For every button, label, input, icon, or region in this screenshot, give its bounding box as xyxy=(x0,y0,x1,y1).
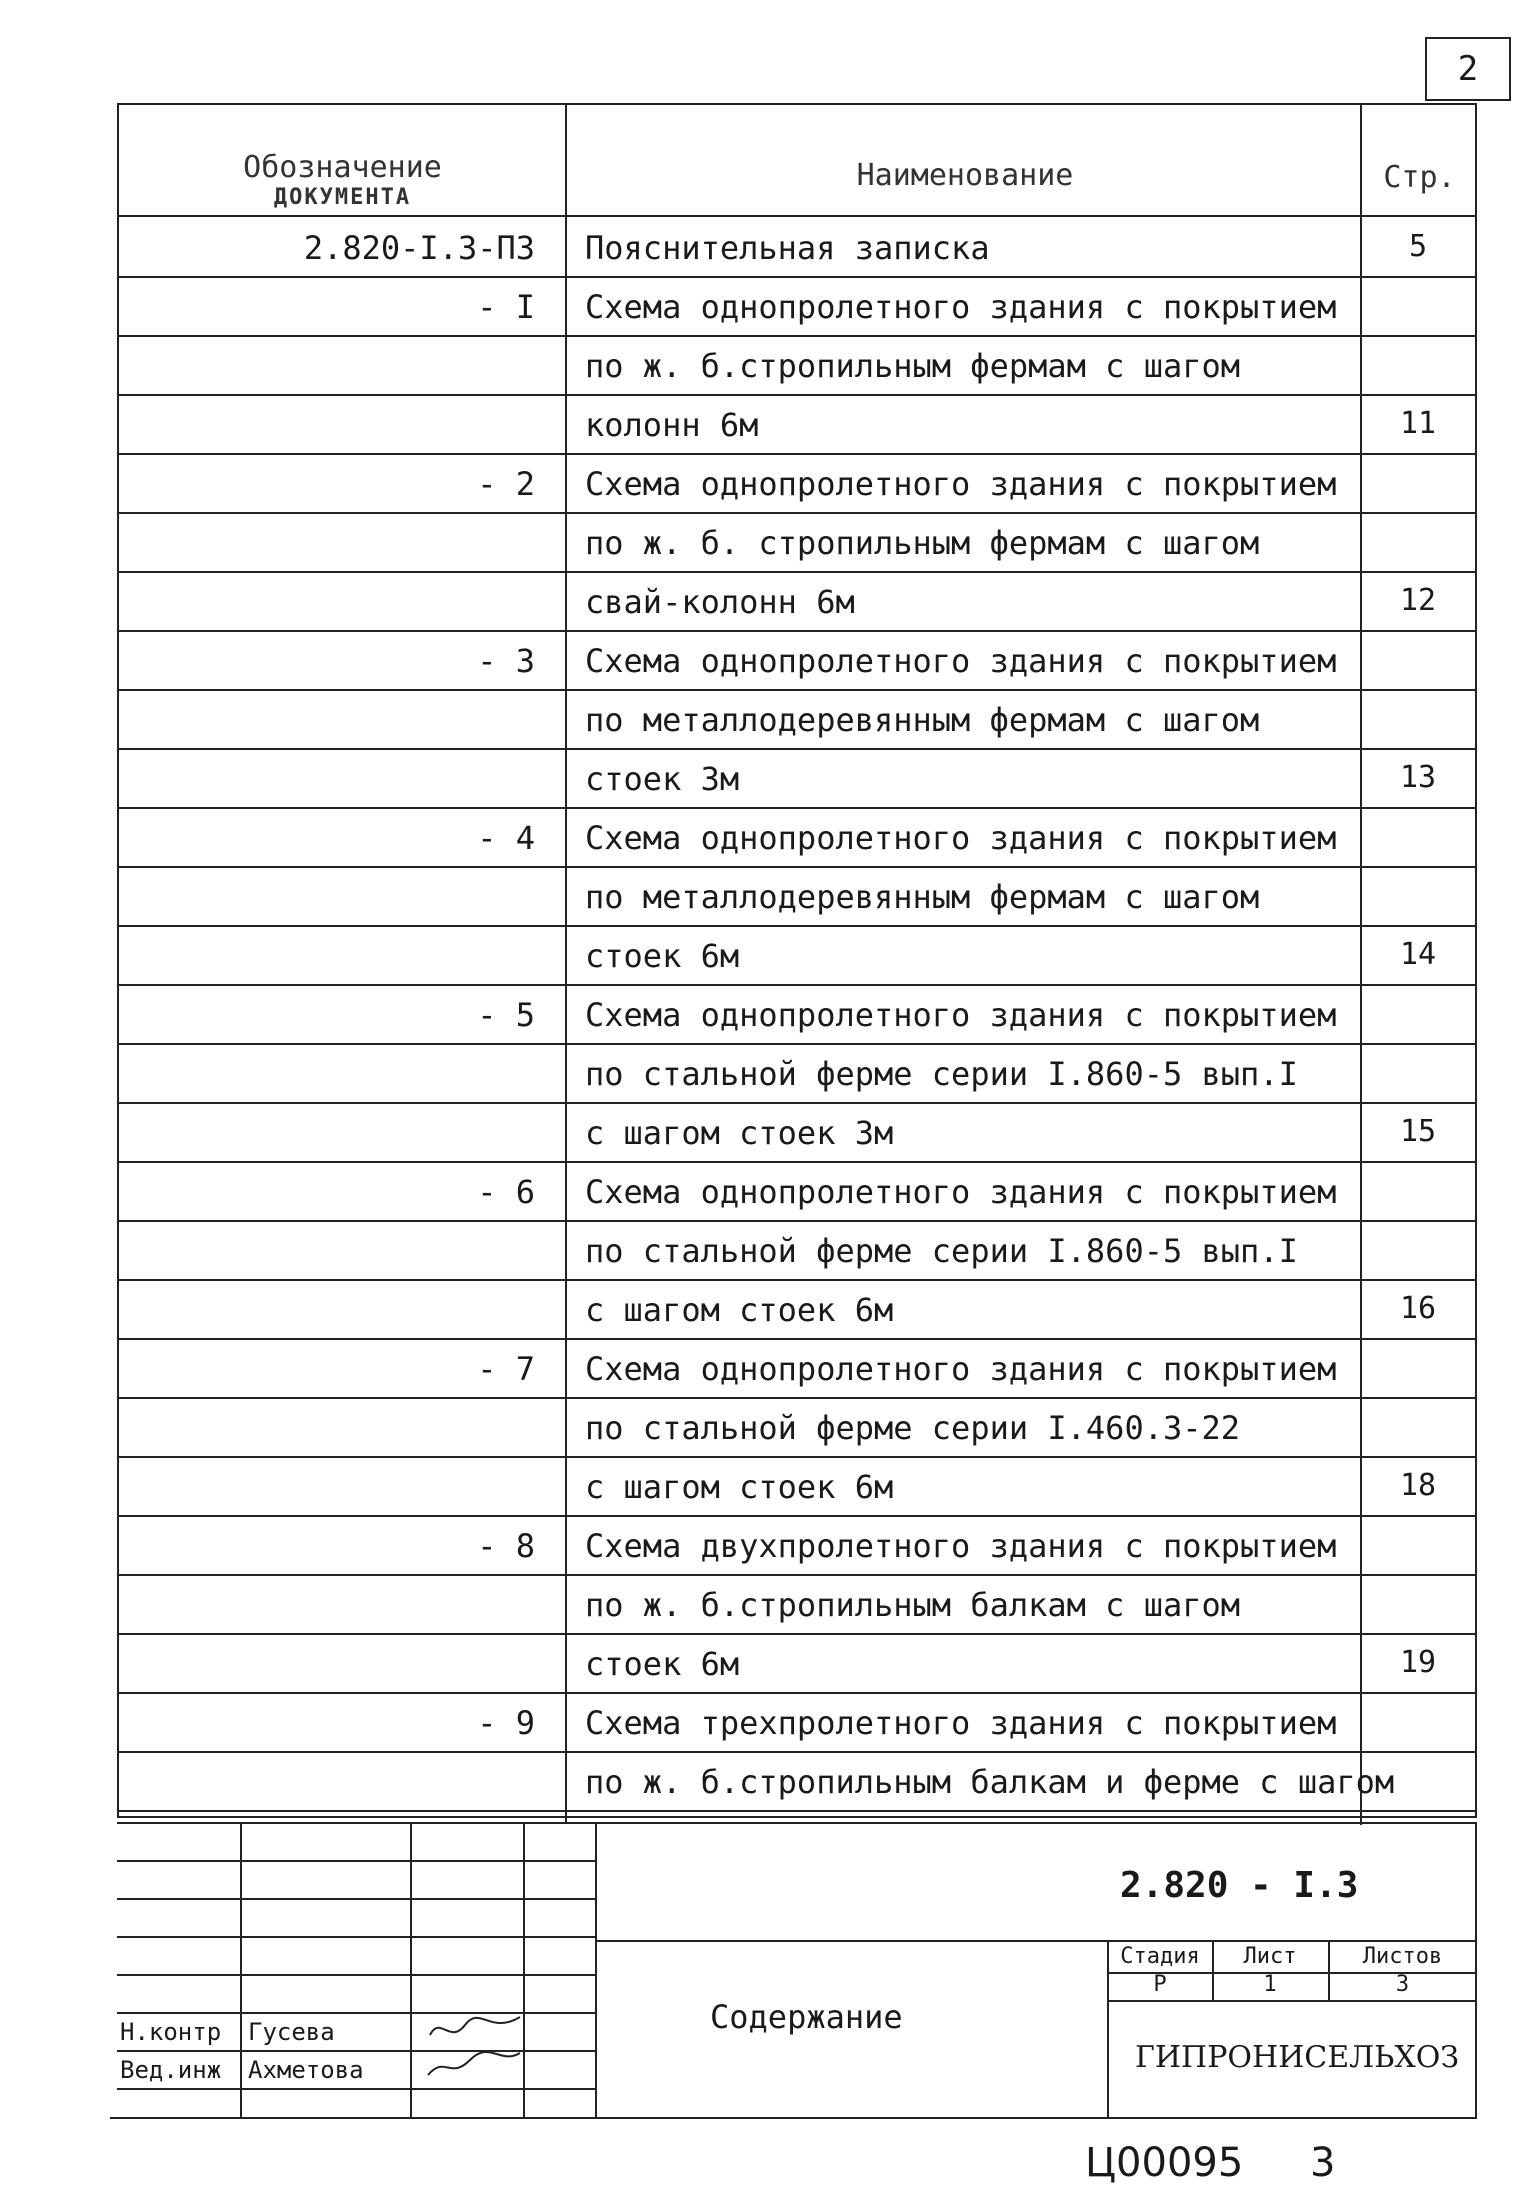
divider xyxy=(117,2088,597,2090)
doc-code: 2.820 - I.3 xyxy=(1120,1865,1359,1906)
divider xyxy=(240,1822,242,2117)
row-name: по стальной ферме серии I.860-5 вып.I xyxy=(585,1055,1298,1093)
divider xyxy=(1475,1822,1477,2119)
row-divider xyxy=(117,1043,1477,1045)
row-name: стоек 6м xyxy=(585,937,740,975)
row-page: 15 xyxy=(1399,1114,1437,1149)
row-code: - 9 xyxy=(477,1704,535,1742)
row-name: по ж. б.стропильным балкам и ферме с шагом xyxy=(585,1763,1395,1801)
row-name: стоек 6м xyxy=(585,1645,740,1683)
row-divider xyxy=(117,1751,1477,1753)
divider xyxy=(1107,1940,1109,2117)
row-page: 13 xyxy=(1399,760,1437,795)
divider xyxy=(117,1936,597,1938)
row-name: Пояснительная записка xyxy=(585,229,990,267)
row-page: 18 xyxy=(1399,1468,1437,1503)
row-page: 11 xyxy=(1399,406,1437,441)
row-divider xyxy=(117,630,1477,632)
divider xyxy=(117,1974,597,1976)
header-designation: Обозначение ДОКУМЕНТА xyxy=(243,150,442,210)
row-divider xyxy=(117,807,1477,809)
divider xyxy=(410,1822,412,2117)
row-divider xyxy=(117,984,1477,986)
divider xyxy=(595,1940,1477,1942)
row-code: - 8 xyxy=(477,1527,535,1565)
row-code: - 2 xyxy=(477,465,535,503)
sheets-value: 3 xyxy=(1395,1972,1410,1997)
row-name: Схема однопролетного здания с покрытием xyxy=(585,642,1337,680)
row-divider xyxy=(117,925,1477,927)
signature-image xyxy=(420,2005,530,2085)
sheets-label: Листов xyxy=(1362,1944,1443,1969)
row-name: по металлодеревянным фермам с шагом xyxy=(585,701,1260,739)
row-code: - 6 xyxy=(477,1173,535,1211)
row-name: по ж. б.стропильным балкам с шагом xyxy=(585,1586,1241,1624)
row-name: Схема трехпролетного здания с покрытием xyxy=(585,1704,1337,1742)
header-divider xyxy=(117,215,1477,217)
row-name: Схема однопролетного здания с покрытием xyxy=(585,996,1337,1034)
header-page: Стр. xyxy=(1383,160,1456,195)
row-divider xyxy=(117,335,1477,337)
row-name: по ж. б. стропильным фермам с шагом xyxy=(585,524,1260,562)
row-divider xyxy=(117,394,1477,396)
row-name: Схема однопролетного здания с покрытием xyxy=(585,1173,1337,1211)
row-name: Схема двухпролетного здания с покрытием xyxy=(585,1527,1337,1565)
divider xyxy=(1107,2000,1477,2002)
row-divider xyxy=(117,453,1477,455)
row-code: - 4 xyxy=(477,819,535,857)
doc-title: Содержание xyxy=(710,1998,903,2036)
header-name: Наименование xyxy=(856,158,1074,193)
row-name: по стальной ферме серии I.860-5 вып.I xyxy=(585,1232,1298,1270)
row-divider xyxy=(117,1102,1477,1104)
signer-role: Вед.инж xyxy=(120,2056,222,2084)
row-name: с шагом стоек 6м xyxy=(585,1291,894,1329)
row-name: по стальной ферме серии I.460.3-22 xyxy=(585,1409,1241,1447)
divider xyxy=(595,1822,597,2117)
row-divider xyxy=(117,748,1477,750)
signer-name: Гусева xyxy=(248,2018,335,2046)
organization: ГИПРОНИСЕЛЬХОЗ xyxy=(1135,2040,1460,2075)
divider xyxy=(565,103,567,1823)
row-name: Схема однопролетного здания с покрытием xyxy=(585,465,1337,503)
row-page: 5 xyxy=(1408,229,1428,264)
row-code: 2.820-I.3-ПЗ xyxy=(303,229,535,267)
row-name: Схема однопролетного здания с покрытием xyxy=(585,819,1337,857)
row-name: стоек 3м xyxy=(585,760,740,798)
row-page: 14 xyxy=(1399,937,1437,972)
row-name: Схема однопролетного здания с покрытием xyxy=(585,1350,1337,1388)
row-divider xyxy=(117,1397,1477,1399)
sheet-number: 2 xyxy=(1425,37,1511,101)
footer-page: 3 xyxy=(1310,2140,1336,2186)
row-name: по ж. б.стропильным фермам с шагом xyxy=(585,347,1241,385)
divider xyxy=(117,1898,597,1900)
row-name: колонн 6м xyxy=(585,406,759,444)
row-code: - 3 xyxy=(477,642,535,680)
divider xyxy=(1360,103,1362,1825)
row-name: с шагом стоек 6м xyxy=(585,1468,894,1506)
row-code: - 5 xyxy=(477,996,535,1034)
row-name: Схема однопролетного здания с покрытием xyxy=(585,288,1337,326)
signer-name: Ахметова xyxy=(248,2056,364,2084)
signer-role: Н.контр xyxy=(120,2018,222,2046)
divider xyxy=(110,2117,1477,2119)
row-divider xyxy=(117,1692,1477,1694)
row-divider xyxy=(117,1515,1477,1517)
row-name: с шагом стоек 3м xyxy=(585,1114,894,1152)
row-divider xyxy=(117,1220,1477,1222)
row-divider xyxy=(117,276,1477,278)
stage-label: Стадия xyxy=(1120,1944,1200,1969)
row-divider xyxy=(117,1279,1477,1281)
row-divider xyxy=(117,689,1477,691)
sheet-label: Лист xyxy=(1243,1944,1297,1969)
divider xyxy=(117,1822,1477,1824)
row-divider xyxy=(117,1338,1477,1340)
row-divider xyxy=(117,866,1477,868)
row-divider xyxy=(117,512,1477,514)
stage-value: Р xyxy=(1153,1972,1167,1997)
row-divider xyxy=(117,571,1477,573)
row-page: 12 xyxy=(1399,583,1437,618)
row-divider xyxy=(117,1574,1477,1576)
row-divider xyxy=(117,1456,1477,1458)
row-divider xyxy=(117,1810,1477,1812)
divider xyxy=(117,1860,597,1862)
sheet-value: 1 xyxy=(1263,1972,1277,1997)
row-code: - 7 xyxy=(477,1350,535,1388)
row-divider xyxy=(117,1633,1477,1635)
row-divider xyxy=(117,1161,1477,1163)
row-page: 19 xyxy=(1399,1645,1437,1680)
row-name: по металлодеревянным фермам с шагом xyxy=(585,878,1260,916)
row-page: 16 xyxy=(1399,1291,1437,1326)
row-code: - I xyxy=(477,288,535,326)
row-name: свай-колонн 6м xyxy=(585,583,855,621)
inventory-number: Ц00095 xyxy=(1085,2140,1244,2186)
